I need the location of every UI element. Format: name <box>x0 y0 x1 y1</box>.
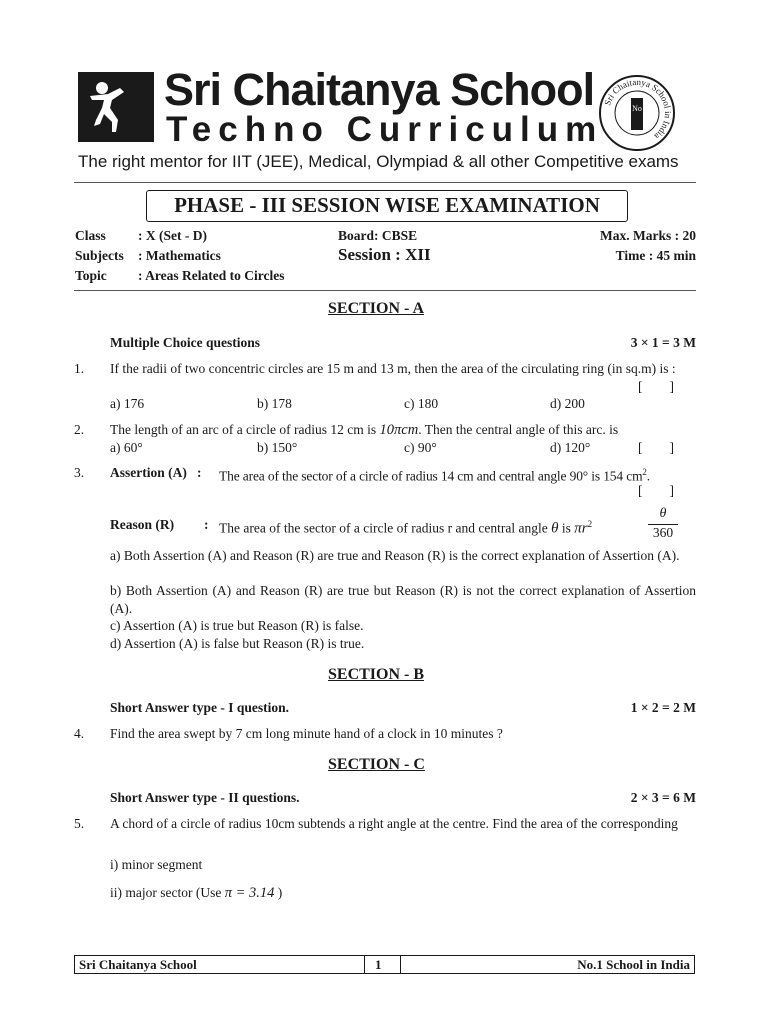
assertion-text <box>219 464 650 485</box>
q5-part-2 <box>110 884 282 903</box>
exam-title: PHASE - III SESSION WISE EXAMINATION <box>174 193 600 217</box>
q2-math: 10πcm <box>379 422 419 438</box>
footer-divider-left <box>364 956 365 973</box>
q3-option-c: c) Assertion (A) is true but Reason (R) is false. <box>110 618 364 633</box>
reason-text <box>219 516 592 538</box>
header-rule <box>74 182 696 183</box>
seal-text: Sri Chaitanya School in India <box>602 76 674 142</box>
q3-bracket: [ ] <box>638 483 674 498</box>
footer-page-number: 1 <box>375 957 382 972</box>
q2-text-before: The length of an arc of a circle of radius 12 cm is <box>110 422 377 437</box>
reason-label: Reason (R) <box>110 517 175 532</box>
board: Board: CBSE <box>338 228 418 243</box>
topic-label: Topic <box>75 268 107 283</box>
topic-value: : Areas Related to Circles <box>138 268 285 283</box>
is-word: is <box>561 520 571 536</box>
q1-option-d: d) 200 <box>550 396 585 411</box>
q1-bracket: [ ] <box>638 379 674 394</box>
q5-text: A chord of a circle of radius 10cm subtends a right angle at the centre. Find the area of the corresponding <box>110 816 678 831</box>
q2-bracket: [ ] <box>638 440 674 455</box>
max-marks: Max. Marks : 20 <box>600 228 696 243</box>
time-allowed: Time : 45 min <box>615 248 696 263</box>
q5-part-2-before: ii) major sector (Use <box>110 885 222 900</box>
fraction <box>648 506 678 541</box>
brand-subtitle: Techno Curriculum <box>166 110 604 149</box>
q2-text-after: . Then the central angle of this arc. is <box>418 422 619 437</box>
footer-school: Sri Chaitanya School <box>79 957 197 972</box>
assertion-body: The area of the sector of a circle of radius 14 cm and central angle 90° is 154 cm <box>219 468 643 484</box>
section-a-heading: SECTION - A <box>328 300 425 317</box>
class-label: Class <box>75 228 106 243</box>
section-c-marks: 2 × 3 = 6 M <box>630 790 696 805</box>
fraction-numerator: θ <box>659 506 667 521</box>
assertion-label: Assertion (A) : <box>110 465 202 480</box>
q2-option-d: d) 120° <box>550 440 591 455</box>
q3-option-a: a) Both Assertion (A) and Reason (R) are true and Reason (R) is the correct explanation of Assertion (A). <box>110 548 680 563</box>
subjects-value: : Mathematics <box>138 248 221 263</box>
q5-pi-value: π = 3.14 <box>224 885 275 901</box>
theta-symbol: θ <box>551 520 559 537</box>
footer-tagline: No.1 School in India <box>577 957 690 972</box>
session: Session : XII <box>338 245 431 264</box>
pi-r: πr <box>574 520 588 537</box>
q3-number: 3. <box>74 465 85 480</box>
q5-number: 5. <box>74 816 85 831</box>
section-c-heading: SECTION - C <box>328 756 425 773</box>
q5-part-2-after: ) <box>277 885 283 900</box>
assertion-end: . <box>646 468 651 484</box>
q2-text <box>110 421 618 440</box>
section-c-subtitle: Short Answer type - II questions. <box>110 790 300 805</box>
section-a-marks: 3 × 1 = 3 M <box>630 335 696 350</box>
q3-option-d: d) Assertion (A) is false but Reason (R) is true. <box>110 636 365 651</box>
q5-part-1: i) minor segment <box>110 857 203 872</box>
q4-number: 4. <box>74 726 85 741</box>
q1-number: 1. <box>74 361 85 376</box>
q2-option-b: b) 150° <box>257 440 298 455</box>
reason-body: The area of the sector of a circle of radius r and central angle <box>219 520 548 536</box>
q2-option-a: a) 60° <box>110 440 143 455</box>
section-b-subtitle: Short Answer type - I question. <box>110 700 290 715</box>
info-rule <box>74 290 696 291</box>
pi-r-square: 2 <box>587 519 593 529</box>
subjects-label: Subjects <box>75 248 124 263</box>
q1-option-c: c) 180 <box>404 396 439 411</box>
brand-name: Sri Chaitanya School <box>164 64 595 115</box>
section-b-marks: 1 × 2 = 2 M <box>630 700 696 715</box>
tagline: The right mentor for IIT (JEE), Medical, Olympiad & all other Competitive exams <box>78 152 679 171</box>
seal-no: No <box>632 104 642 113</box>
class-value: : X (Set - D) <box>138 228 207 243</box>
school-logo <box>78 72 154 142</box>
assertion-sup: 2 <box>642 467 647 477</box>
q2-number: 2. <box>74 422 85 437</box>
footer <box>74 955 695 974</box>
q4-text: Find the area swept by 7 cm long minute hand of a clock in 10 minutes ? <box>110 726 503 741</box>
runner-icon <box>80 74 152 140</box>
footer-divider-right <box>400 956 401 973</box>
reason-colon: : <box>204 517 209 532</box>
section-b-heading: SECTION - B <box>328 666 425 683</box>
section-a-subtitle: Multiple Choice questions <box>110 335 261 350</box>
fraction-denominator: 360 <box>652 525 674 540</box>
q3-option-b: b) Both Assertion (A) and Reason (R) are true but Reason (R) is not the correct explanation of Assertion (A). <box>110 583 696 616</box>
q1-option-b: b) 178 <box>257 396 292 411</box>
q1-option-a: a) 176 <box>110 396 145 411</box>
q1-text: If the radii of two concentric circles are 15 m and 13 m, then the area of the circulating ring (in sq.m) is : <box>110 361 676 376</box>
q2-option-c: c) 90° <box>404 440 437 455</box>
school-seal <box>598 74 676 152</box>
